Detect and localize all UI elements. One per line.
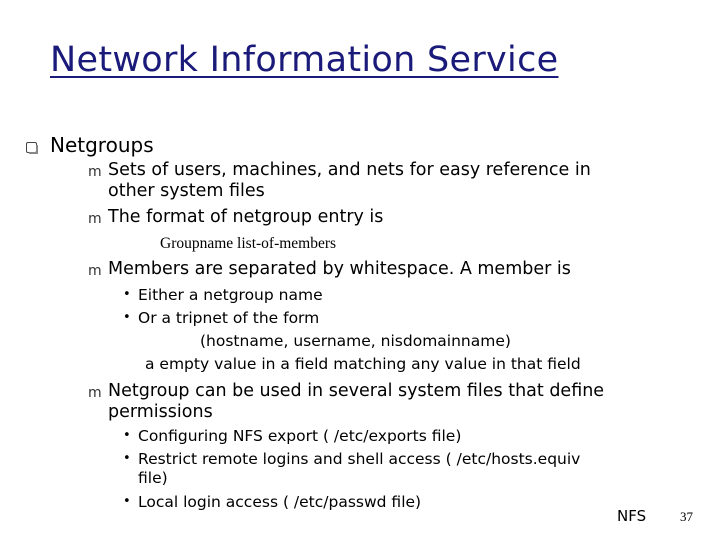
- item-netgroup-use-line1: Netgroup can be used in several system files that define: [108, 381, 605, 401]
- subitem-nfs-export: Configuring NFS export ( /etc/exports file): [138, 427, 462, 445]
- subitem-tripnet: Or a tripnet of the form: [138, 309, 320, 327]
- dot-bullet-icon: •: [123, 428, 131, 443]
- subitem-netgroup-name: Either a netgroup name: [138, 286, 323, 304]
- item-sets-line2: other system files: [108, 181, 265, 201]
- dot-bullet-icon: •: [123, 310, 131, 325]
- item-members: Members are separated by whitespace. A member is: [108, 259, 571, 279]
- sub-bullet-marker-1: m: [88, 164, 102, 180]
- footer-label: NFS: [617, 507, 647, 525]
- subitem-remote-logins-line2: file): [138, 469, 168, 487]
- tripnet-form: (hostname, username, nisdomainname): [200, 332, 511, 350]
- subitem-remote-logins-line1: Restrict remote logins and shell access ( /etc/hosts.equiv: [138, 450, 581, 468]
- dot-bullet-icon: •: [123, 287, 131, 302]
- empty-value-note: a empty value in a field matching any value in that field: [145, 355, 581, 373]
- sub-bullet-marker-4: m: [88, 385, 102, 401]
- subitem-local-login: Local login access ( /etc/passwd file): [138, 493, 422, 511]
- slide-title: Network Information Service: [50, 40, 559, 80]
- sub-bullet-marker-2: m: [88, 211, 102, 227]
- entry-format-text: Groupname list-of-members: [160, 235, 337, 252]
- item-sets-line1: Sets of users, machines, and nets for easy reference in: [108, 160, 591, 180]
- checkbox-bullet-icon: [26, 142, 37, 153]
- dot-bullet-icon: •: [123, 451, 131, 466]
- item-netgroup-use-line2: permissions: [108, 402, 213, 422]
- page-number: 37: [680, 509, 693, 524]
- item-format: The format of netgroup entry is: [108, 207, 384, 227]
- sub-bullet-marker-3: m: [88, 263, 102, 279]
- dot-bullet-icon: •: [123, 494, 131, 509]
- bullet-netgroups: Netgroups: [50, 133, 154, 157]
